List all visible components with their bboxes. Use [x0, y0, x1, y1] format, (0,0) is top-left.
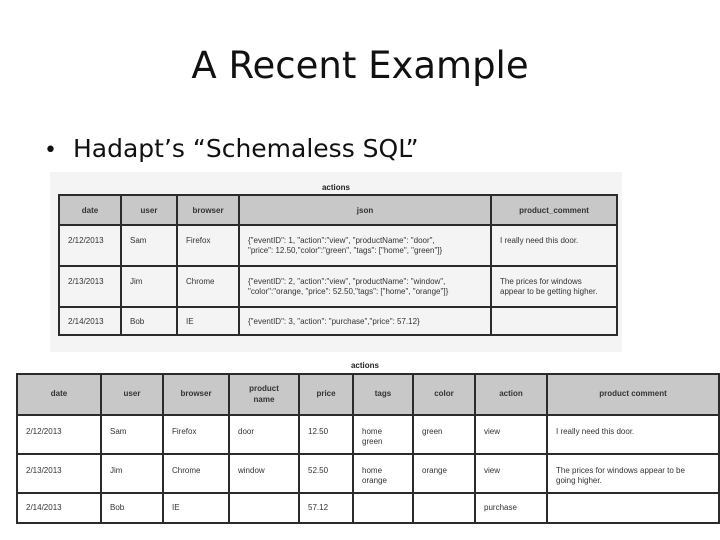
table-cell [547, 493, 719, 523]
column-header: product comment [547, 374, 719, 415]
column-header: price [299, 374, 353, 415]
table-cell [413, 493, 475, 523]
table-caption: actions [350, 361, 379, 370]
slide-title: A Recent Example [191, 44, 529, 87]
table-cell: 2/13/2013 [17, 454, 101, 493]
column-header: json [239, 195, 491, 225]
table-cell: 52.50 [299, 454, 353, 493]
table-cell: Bob [101, 493, 163, 523]
column-header: user [121, 195, 177, 225]
table-cell: home orange [353, 454, 413, 493]
column-header: tags [353, 374, 413, 415]
table-cell: IE [177, 307, 239, 335]
bullet-text: Hadapt’s “Schemaless SQL” [72, 134, 419, 163]
flat-schema-table-image [10, 352, 720, 532]
column-header: date [59, 195, 121, 225]
table-header-row [59, 195, 617, 225]
table-cell: home green [353, 415, 413, 454]
table-cell: view [475, 415, 547, 454]
table-cell: {"eventID": 2, "action":"view", "productName": "window", "color":"orange, "price": 52.50,"tags": ["home", "orange"]} [239, 266, 491, 307]
column-header: user [101, 374, 163, 415]
table-row [59, 266, 617, 307]
table-cell: purchase [475, 493, 547, 523]
table-cell: 2/14/2013 [17, 493, 101, 523]
column-header: product name [229, 374, 299, 415]
table-cell: IE [163, 493, 229, 523]
table-cell: orange [413, 454, 475, 493]
table-cell: {"eventID": 1, "action":"view", "productName": "door", "price": 12.50,"color":"green", "tags": ["home", "green"]} [239, 225, 491, 266]
table-cell: view [475, 454, 547, 493]
table-row [17, 415, 719, 454]
flat-actions-table [16, 373, 720, 524]
table-row [59, 307, 617, 335]
table-caption: actions [321, 183, 350, 192]
column-header: browser [177, 195, 239, 225]
table-cell [491, 307, 617, 335]
table-cell: 2/13/2013 [59, 266, 121, 307]
column-header: browser [163, 374, 229, 415]
table-cell: 2/12/2013 [59, 225, 121, 266]
column-header: product_comment [491, 195, 617, 225]
table-row [17, 493, 719, 523]
column-header: action [475, 374, 547, 415]
table-cell: 57.12 [299, 493, 353, 523]
table-cell: window [229, 454, 299, 493]
table-cell: Chrome [163, 454, 229, 493]
json-schema-table-image [50, 172, 622, 352]
bullet-icon: • [44, 138, 57, 163]
table-cell: 12.50 [299, 415, 353, 454]
table-cell: {"eventID": 3, "action": "purchase","price": 57.12} [239, 307, 491, 335]
table-cell: Jim [101, 454, 163, 493]
table-cell: Firefox [163, 415, 229, 454]
json-actions-table [58, 194, 618, 336]
bullet-item [44, 134, 419, 163]
table-row [17, 454, 719, 493]
table-header-row [17, 374, 719, 415]
table-cell [229, 493, 299, 523]
column-header: color [413, 374, 475, 415]
table-cell: Sam [121, 225, 177, 266]
table-cell: Chrome [177, 266, 239, 307]
table-cell: The prices for windows appear to be getting higher. [491, 266, 617, 307]
table-cell: Jim [121, 266, 177, 307]
column-header: date [17, 374, 101, 415]
table-row [59, 225, 617, 266]
table-cell: Bob [121, 307, 177, 335]
table-cell: green [413, 415, 475, 454]
table-cell: door [229, 415, 299, 454]
table-cell: I really need this door. [547, 415, 719, 454]
table-cell: Sam [101, 415, 163, 454]
table-cell: Firefox [177, 225, 239, 266]
table-cell: 2/14/2013 [59, 307, 121, 335]
table-cell: The prices for windows appear to be going higher. [547, 454, 719, 493]
table-cell: 2/12/2013 [17, 415, 101, 454]
table-cell [353, 493, 413, 523]
table-cell: I really need this door. [491, 225, 617, 266]
